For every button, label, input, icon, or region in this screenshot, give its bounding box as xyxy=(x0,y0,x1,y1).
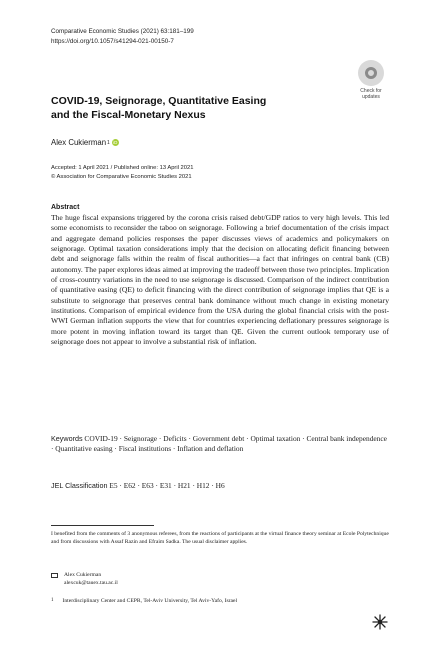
acknowledgement-footnote: I benefited from the comments of 3 anonymous referees, from the reactions of participants at the virtual finance theory seminar at Ecole Polytechnique and from discussions with Assaf Razin and Efraim Sadka. The usual disclaimer applies. xyxy=(51,531,389,545)
abstract-text: The huge fiscal expansions triggered by the corona crisis raised debt/GDP ratios to very high levels. This led some economists to reconsider the taboo on seignorage. Following a brief documentation of the crisis impact and aggregate demand policies responses the paper discusses views of academics and policymakers on seignorage. Optimal taxation considerations imply that the decision on allocating deficit financing between debt and seignorage falls within the realm of fiscal authorities—a fact that infringes on central bank (CB) autonomy. The paper explores ideas aimed at improving the tradeoff between those two principles. Implication of cross-country variations in the need to use seignorage is discussed. Comparison of the indirect contribution of quantitative easing (QE) to deficit financing with the direct contribution of seignorage implies that QE is a substitute to seignorage that preserves central bank dominance without much change in existing monetary institutions. Comparison of empirical evidence from the USA during the global financial crisis with the post-WWI German inflation supports the view that for countries experiencing deflationary pressures seignorage is more potent in moving inflation toward its target than QE. Given the current outlook temporary use of seignorage does not appear to involve a substantial risk of inflation. xyxy=(51,213,389,347)
received-dates: Accepted: 1 April 2021 / Published online: 13 April 2021 xyxy=(51,165,194,171)
author-name[interactable]: Alex Cukierman xyxy=(51,138,107,147)
title-line-1: COVID-19, Seignorage, Quantitative Easing xyxy=(51,95,267,107)
contact-email[interactable]: alexcuk@tauex.tau.ac.il xyxy=(64,579,118,586)
keywords-list: COVID-19 · Seignorage · Deficits · Government debt · Optimal taxation · Central bank independence · Quantitative easing · Fiscal institutions · Inflation and deflation xyxy=(51,434,387,453)
keywords-label: Keywords xyxy=(51,434,83,443)
abstract-heading: Abstract xyxy=(51,204,80,211)
badge-line-1: Check for xyxy=(360,88,382,94)
orcid-icon[interactable]: iD xyxy=(113,140,118,145)
jel-classification xyxy=(51,481,225,490)
article-title xyxy=(51,94,341,122)
jel-codes: E5 · E62 · E63 · E31 · H21 · H12 · H6 xyxy=(109,481,225,490)
check-for-updates-label xyxy=(356,88,386,100)
author-line xyxy=(51,138,119,147)
author-affiliation-mark: 1 xyxy=(107,139,110,146)
springer-logo-icon xyxy=(372,614,388,630)
contact-name: Alex Cukierman xyxy=(64,572,102,578)
check-for-updates-icon xyxy=(358,60,384,86)
affiliation-mark: 1 xyxy=(51,598,54,603)
envelope-icon xyxy=(51,573,58,578)
correspondence xyxy=(51,572,118,588)
affiliation xyxy=(51,598,237,604)
check-for-updates-badge[interactable] xyxy=(356,60,386,100)
footnote-divider xyxy=(51,525,154,526)
journal-header xyxy=(51,27,194,46)
doi-link[interactable]: https://doi.org/10.1057/s41294-021-00150-7 xyxy=(51,37,174,45)
badge-line-2: updates xyxy=(362,94,380,100)
affiliation-text: Interdisciplinary Center and CEPR, Tel-Aviv University, Tel Aviv-Yafo, Israel xyxy=(62,598,238,604)
copyright-notice: © Association for Comparative Economic Studies 2021 xyxy=(51,173,192,180)
keywords xyxy=(51,434,391,454)
publication-info xyxy=(51,164,193,181)
journal-citation: Comparative Economic Studies (2021) 63:181–199 xyxy=(51,28,194,35)
title-line-2: and the Fiscal-Monetary Nexus xyxy=(51,109,206,121)
jel-label: JEL Classification xyxy=(51,481,108,490)
